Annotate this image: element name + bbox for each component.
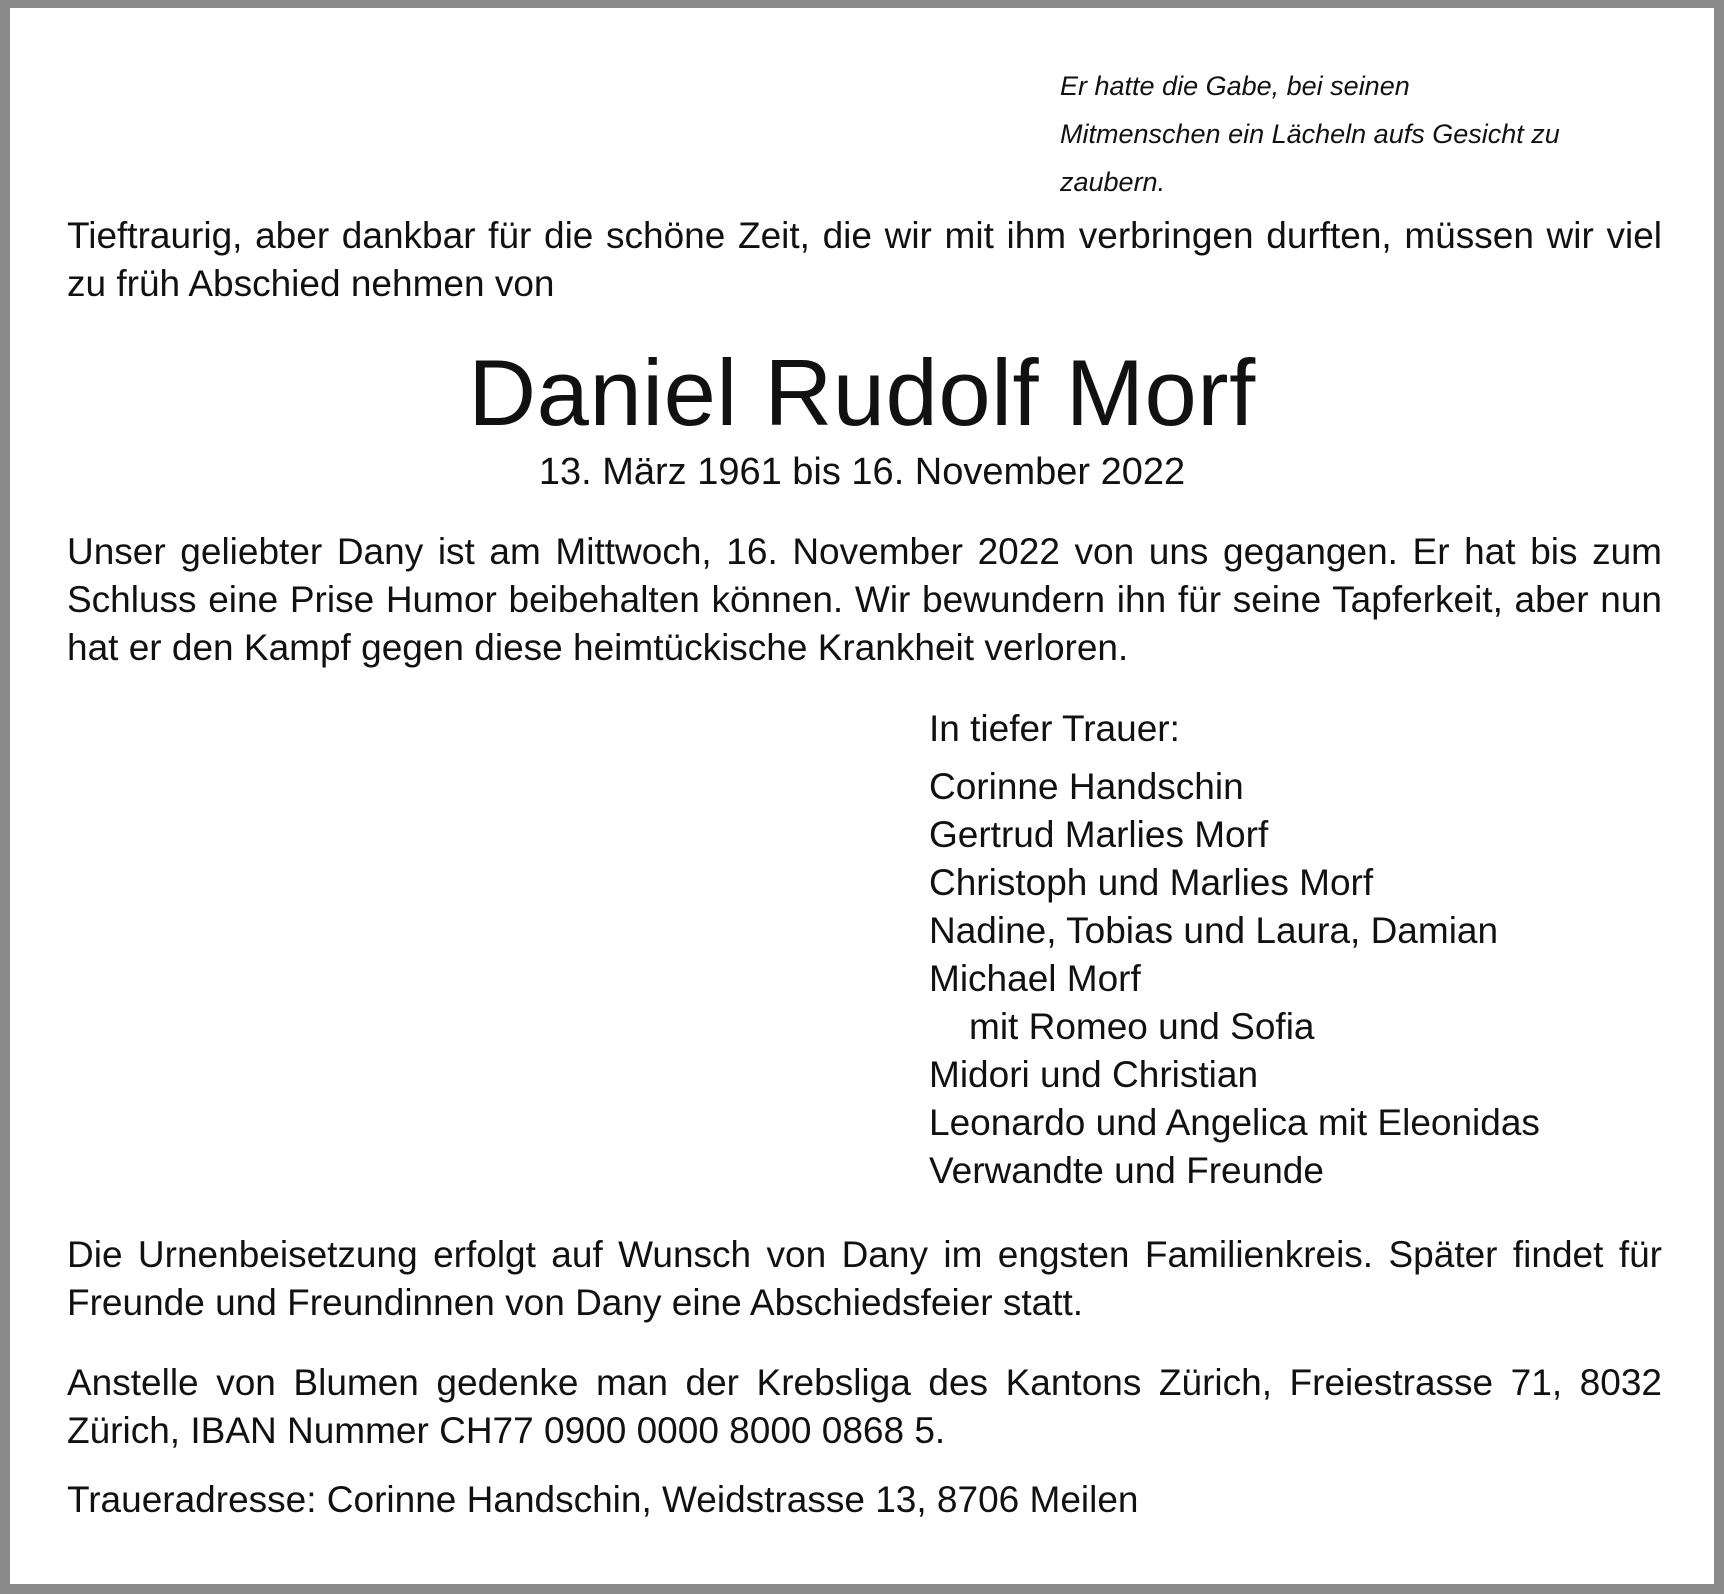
motto-quote [1060, 62, 1660, 206]
mourner-name: Midori und Christian [929, 1054, 1259, 1095]
obituary-notice [10, 8, 1714, 1584]
motto-line: zaubern. [1060, 167, 1166, 197]
body-paragraph: Unser geliebter Dany ist am Mittwoch, 16. November 2022 von uns gegangen. Er hat bis zum Schluss eine Prise Humor beibehalten können. Wir bewundern ihn für seine Tapferkeit, aber nun hat er den Kampf gegen diese heimtückische Krankheit verloren. [67, 531, 1662, 668]
motto-line: Er hatte die Gabe, bei seinen [1060, 71, 1410, 101]
mourner-name: Leonardo und Angelica mit Eleonidas [929, 1102, 1540, 1143]
mourner-name: Gertrud Marlies Morf [929, 814, 1269, 855]
motto-line: Mitmenschen ein Lächeln aufs Gesicht zu [1060, 119, 1560, 149]
intro-paragraph: Tieftraurig, aber dankbar für die schöne Zeit, die wir mit ihm verbringen durften, müssen wir viel zu früh Abschied nehmen von [67, 215, 1662, 304]
mourners-list [929, 705, 1689, 1195]
mourner-name: Michael Morf [929, 958, 1141, 999]
mourner-name: Nadine, Tobias und Laura, Damian [929, 910, 1499, 951]
mourner-name: Christoph und Marlies Morf [929, 862, 1374, 903]
mourner-name: mit Romeo und Sofia [969, 1006, 1315, 1047]
mourners-lead: In tiefer Trauer: [929, 708, 1180, 749]
urn-paragraph: Die Urnenbeisetzung erfolgt auf Wunsch von Dany im engsten Familienkreis. Später findet für Freunde und Freundinnen von Dany eine Abschiedsfeier statt. [67, 1234, 1662, 1323]
donation-paragraph: Anstelle von Blumen gedenke man der Krebsliga des Kantons Zürich, Freiestrasse 71, 8032 Zürich, IBAN Nummer CH77 0900 0000 8000 0868 5. [67, 1362, 1662, 1451]
deceased-name: Daniel Rudolf Morf [468, 340, 1256, 445]
mourner-name: Corinne Handschin [929, 766, 1244, 807]
mourners-names [929, 763, 1689, 1195]
mourning-address: Traueradresse: Corinne Handschin, Weidstrasse 13, 8706 Meilen [67, 1479, 1139, 1520]
life-dates: 13. März 1961 bis 16. November 2022 [538, 451, 1186, 493]
mourner-name: Verwandte und Freunde [929, 1150, 1324, 1191]
